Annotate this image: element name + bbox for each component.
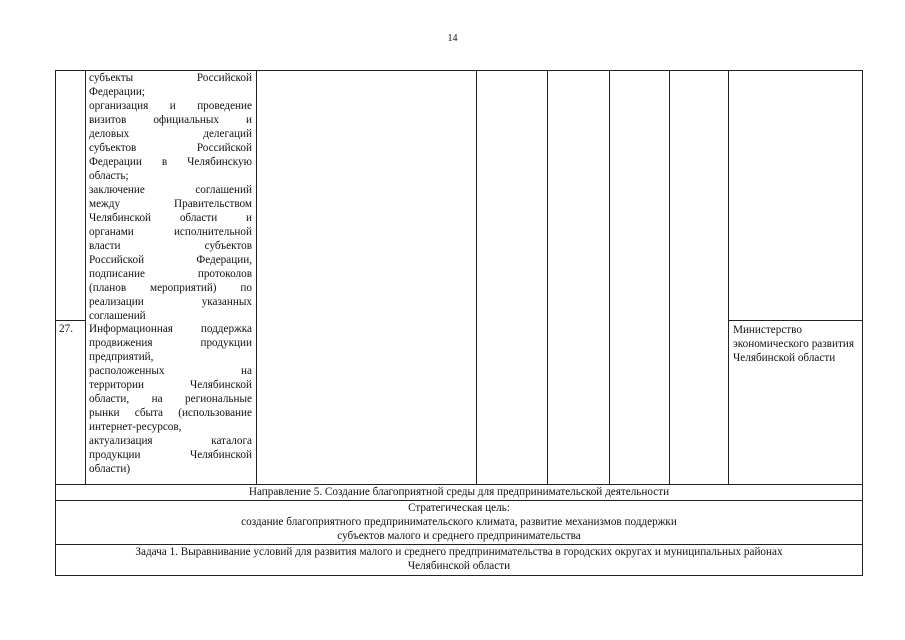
table-rule	[728, 70, 729, 485]
task	[55, 545, 863, 573]
table-rule	[256, 70, 257, 485]
strategic-goal-line: субъектов малого и среднего предпринимательства	[337, 530, 581, 542]
description-line: (планов мероприятий) по	[89, 282, 252, 294]
strategic-goal-line: Стратегическая цель:	[408, 502, 510, 514]
row-responsible: Министерство экономического развития Челябинской области	[733, 324, 854, 364]
description-line: власти субъектов	[89, 240, 252, 252]
table-rule	[609, 70, 610, 485]
description-line: области)	[89, 463, 131, 475]
description-line: органами исполнительной	[89, 226, 252, 238]
description-line: визитов официальных и	[89, 114, 252, 126]
table-rule	[55, 575, 863, 576]
description-line: области, на региональные	[89, 393, 252, 405]
description-line: продукции Челябинской	[89, 449, 252, 461]
direction-heading: Направление 5. Создание благоприятной среды для предпринимательской деятельности	[248, 486, 670, 498]
row-description	[89, 71, 252, 323]
table-rule	[476, 70, 477, 485]
strategic-goal-line: создание благоприятного предпринимательского климата, развитие механизмов поддержки	[241, 516, 677, 528]
description-line: организация и проведение	[89, 100, 252, 112]
description-line: продвижения продукции	[89, 337, 252, 349]
table-rule	[728, 320, 863, 321]
description-line: реализации указанных	[89, 296, 252, 308]
description-line: Федерации;	[89, 86, 145, 98]
page-number: 14	[447, 33, 458, 44]
strategic-goal	[55, 501, 863, 543]
description-line: рынки сбыта (использование	[89, 407, 252, 419]
description-line: предприятий,	[89, 351, 154, 363]
description-line: область;	[89, 170, 129, 182]
task-line: Задача 1. Выравнивание условий для развития малого и среднего предпринимательства в городских округах и муниципальных районах	[135, 546, 783, 558]
description-line: интернет-ресурсов,	[89, 421, 182, 433]
description-line: подписание протоколов	[89, 268, 252, 280]
description-line: субъектов Российской	[89, 142, 252, 154]
task-line: Челябинской области	[407, 560, 511, 572]
description-line: Челябинской области и	[89, 212, 252, 224]
table-rule	[669, 70, 670, 485]
description-line: между Правительством	[89, 198, 252, 210]
description-line: расположенных на	[89, 365, 252, 377]
document-table	[55, 70, 863, 576]
description-line: деловых делегаций	[89, 128, 252, 140]
description-line: Российской Федерации,	[89, 254, 252, 266]
table-rule	[85, 70, 86, 485]
description-line: субъекты Российской	[89, 72, 252, 84]
table-rule	[547, 70, 548, 485]
row-number: 27.	[59, 323, 73, 335]
description-line: территории Челябинской	[89, 379, 252, 391]
description-line: Информационная поддержка	[89, 323, 252, 335]
row-description	[89, 322, 252, 476]
description-line: Федерации в Челябинскую	[89, 156, 252, 168]
description-line: заключение соглашений	[89, 184, 252, 196]
table-rule	[55, 320, 86, 321]
description-line: соглашений	[89, 310, 146, 322]
description-line: актуализация каталога	[89, 435, 252, 447]
